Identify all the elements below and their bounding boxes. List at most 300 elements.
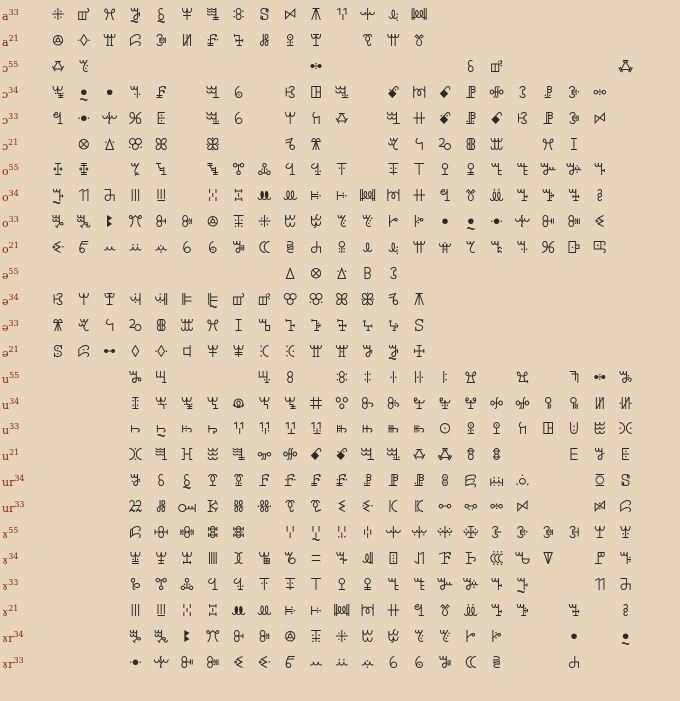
glyph-cell: ꗲ: [128, 523, 142, 542]
glyph-cell: ꔨ: [51, 212, 65, 232]
glyph-cell: ꗘ: [542, 108, 554, 128]
glyph-cell: ꔪ: [105, 212, 114, 232]
glyph-cell: ꗴ: [179, 523, 195, 542]
glyph-cell: ꕙ: [284, 82, 296, 102]
glyph-cell: ꗫ: [414, 497, 425, 517]
glyph-cell: ꔙ: [233, 186, 244, 206]
glyph-cell: ꔸ: [78, 82, 89, 102]
glyph-cell: ꕤ: [335, 289, 349, 309]
glyph-cell: ꕤ: [154, 134, 168, 154]
glyph-cell: ꔌ: [337, 574, 347, 594]
glyph-cell: ꔢ: [464, 186, 477, 206]
glyph-cell: ꗮ: [489, 497, 505, 517]
glyph-cell: ꗅ: [360, 445, 376, 465]
glyph-cell: ꗷ: [285, 523, 295, 542]
glyph-cell: ꕄ: [207, 238, 218, 258]
row-label-tone: 34: [8, 189, 19, 199]
glyph-cell: ꔏ: [516, 160, 529, 180]
row-label: [2, 656, 42, 671]
glyph-cell: ꔦ: [567, 186, 581, 206]
glyph-cell: ꖇ: [154, 367, 168, 387]
glyph-cell: ꕯ: [569, 134, 579, 154]
glyph-cell: ꖄ: [387, 341, 400, 361]
glyph-cell: ꕽ: [206, 341, 219, 361]
glyph-cell: ꗁ: [256, 445, 273, 465]
glyph-cell: ꗏ: [157, 471, 166, 491]
glyph-cell: ꗊ: [491, 445, 502, 465]
glyph-cell: ꗎ: [129, 471, 142, 491]
glyph-cell: ꕖ: [103, 134, 116, 154]
glyph-cell: ꔳ: [336, 212, 348, 232]
glyph-cell: ꔬ: [232, 626, 245, 646]
glyph-cell: ꗓ: [258, 471, 271, 491]
glyph-cell: ꔞ: [410, 5, 428, 24]
glyph-cell: ꗄ: [438, 108, 452, 128]
glyph-cell: ꔆ: [256, 160, 272, 180]
glyph-cell: ꖢ: [489, 393, 505, 413]
glyph-cell: ꕱ: [284, 315, 296, 335]
table-row: [0, 108, 680, 133]
glyph-cell: ꔻ: [180, 652, 194, 672]
glyph-cell: ꔸ: [465, 212, 476, 232]
glyph-cell: ꗘ: [387, 471, 400, 491]
glyph-cell: ꖥ: [569, 393, 579, 413]
row-label: [2, 604, 42, 619]
glyph-cell: ꖰ: [335, 419, 348, 439]
glyph-cell: ꗭ: [463, 497, 479, 517]
table-row: [0, 82, 680, 107]
row-label: [2, 189, 42, 204]
glyph-cell: ꔩ: [76, 212, 92, 232]
glyph-cell: ꕳ: [336, 315, 348, 335]
row-label-tone: 21: [8, 33, 19, 43]
glyph-cell: ꕁ: [334, 652, 350, 672]
row-label: [2, 448, 42, 463]
glyph-cell: ꘆ: [155, 548, 168, 568]
table-row: [0, 185, 680, 210]
glyph-cell: ꕕ: [309, 264, 323, 283]
glyph-cell: ꗑ: [207, 471, 219, 491]
glyph-cell: ꕝ: [154, 289, 169, 309]
glyph-cell: ꖖ: [51, 82, 65, 102]
glyph-cell: ꖂ: [334, 341, 349, 361]
glyph-cell: ꔯ: [232, 212, 245, 232]
glyph-cell: ꔚ: [256, 186, 273, 206]
glyph-cell: ꔭ: [181, 212, 193, 232]
row-label: [2, 552, 42, 567]
glyph-cell: ꘁ: [155, 30, 167, 50]
row-label: [2, 397, 42, 412]
glyph-cell: ꔮ: [283, 626, 297, 646]
glyph-cell: ꔹ: [490, 212, 504, 232]
glyph-cell: ꔠ: [412, 186, 427, 206]
table-row: [0, 134, 680, 159]
table-row: [0, 341, 680, 366]
glyph-cell: ꗚ: [440, 471, 449, 491]
glyph-cell: ꕷ: [52, 341, 64, 361]
glyph-cell: ꗙ: [413, 471, 425, 491]
glyph-cell: ꗤ: [232, 497, 245, 517]
glyph-cell: ꕯ: [234, 315, 243, 335]
row-label-tone: 55: [8, 163, 19, 173]
glyph-cell: ꔴ: [438, 626, 452, 646]
glyph-cell: ꖻ: [618, 419, 633, 439]
row-label: [2, 500, 42, 515]
glyph-cell: ꔍ: [363, 574, 372, 594]
glyph-cell: ꕚ: [77, 289, 90, 309]
glyph-cell: ꔣ: [462, 600, 479, 620]
row-label-base: ɤ: [2, 553, 9, 567]
glyph-cell: ꗈ: [617, 56, 634, 76]
row-label-base: ə: [2, 294, 9, 308]
glyph-cell: ꗯ: [593, 108, 607, 128]
glyph-cell: ꕮ: [103, 5, 117, 24]
glyph-cell: ꔹ: [128, 652, 142, 672]
row-label-base: ɤr: [2, 631, 14, 645]
glyph-cell: ꗿ: [490, 523, 503, 542]
glyph-cell: ꗉ: [465, 445, 476, 465]
glyph-cell: ꕧ: [310, 5, 322, 24]
glyph-cell: ꕮ: [206, 315, 220, 335]
glyph-cell: ꔛ: [256, 600, 273, 620]
glyph-cell: ꔁ: [78, 160, 90, 180]
glyph-cell: ꔀ: [52, 160, 64, 180]
glyph-cell: ꕞ: [181, 289, 193, 309]
glyph-cell: ꗖ: [206, 30, 220, 50]
glyph-cell: ꖔ: [131, 393, 140, 413]
glyph-cell: ꔼ: [567, 212, 581, 232]
table-row: [0, 56, 680, 81]
table-row: [0, 574, 680, 599]
glyph-cell: ꗜ: [489, 471, 505, 491]
row-label: [2, 578, 42, 593]
glyph-cell: ꕇ: [492, 652, 501, 672]
row-label-tone: 21: [8, 603, 19, 613]
glyph-cell: ꕃ: [388, 652, 399, 672]
glyph-cell: ꔒ: [593, 160, 607, 180]
glyph-cell: ꕂ: [360, 652, 375, 672]
glyph-cell: ꔡ: [439, 186, 451, 206]
glyph-cell: ꖌ: [389, 367, 398, 387]
row-label-base: ə: [2, 269, 9, 282]
glyph-cell: ꔓ: [516, 574, 529, 594]
glyph-cell: ꕦ: [387, 289, 400, 309]
glyph-cell: ꕄ: [233, 82, 244, 102]
glyph-cell: ꔪ: [183, 626, 191, 646]
row-label-base: u: [2, 372, 10, 386]
glyph-cell: ꗽ: [436, 523, 454, 542]
glyph-cell: ꗣ: [206, 497, 220, 517]
glyph-cell: ꔚ: [230, 600, 247, 620]
glyph-cell: ꕎ: [465, 238, 477, 258]
glyph-cell: ꕭ: [489, 134, 504, 154]
glyph-cell: ꗵ: [207, 523, 219, 542]
glyph-cell: ꖤ: [543, 393, 553, 413]
glyph-cell: ꕬ: [465, 134, 477, 154]
glyph-cell: ꗀ: [231, 445, 246, 465]
glyph-cell: ꕌ: [386, 30, 401, 50]
glyph-cell: ꗯ: [516, 497, 529, 517]
glyph-cell: ꘈ: [207, 548, 218, 568]
glyph-cell: ꔔ: [78, 186, 90, 206]
row-label-tone: 33: [8, 215, 19, 225]
glyph-cell: ꖕ: [154, 393, 168, 413]
glyph-cell: ꕻ: [154, 341, 169, 361]
table-row: [0, 418, 680, 443]
glyph-cell: ꖜ: [334, 393, 349, 413]
glyph-cell: ꖄ: [129, 5, 142, 24]
glyph-cell: ꕓ: [592, 238, 607, 258]
glyph-cell: ꘚ: [489, 548, 504, 568]
glyph-cell: ꕨ: [52, 315, 64, 335]
glyph-cell: ꔓ: [51, 186, 65, 206]
row-label-tone: 55: [8, 59, 19, 69]
glyph-cell: ꘘ: [437, 548, 453, 568]
glyph-cell: ꗟ: [259, 5, 270, 24]
glyph-cell: ꗰ: [593, 497, 607, 517]
glyph-cell: ꖀ: [285, 341, 296, 361]
glyph-cell: ꔲ: [387, 626, 400, 646]
glyph-cell: ꗐ: [156, 5, 167, 24]
glyph-cell: ꖿ: [206, 445, 219, 465]
glyph-cell: ꖝ: [360, 393, 375, 413]
glyph-cell: ꖉ: [286, 367, 295, 387]
row-label-base: a: [2, 35, 9, 49]
glyph-cell: ꗄ: [386, 82, 400, 102]
glyph-cell: ꕟ: [207, 289, 219, 309]
row-label-base: ɤ: [2, 579, 9, 593]
row-label-base: ɔ: [2, 61, 9, 75]
glyph-cell: ꘜ: [542, 548, 555, 568]
glyph-cell: ꕈ: [309, 238, 323, 258]
glyph-cell: ꔝ: [335, 186, 348, 206]
glyph-cell: ꔷ: [441, 212, 449, 232]
glyph-cell: ꘁ: [568, 108, 580, 128]
glyph-cell: ꖖ: [180, 393, 194, 413]
glyph-cell: ꕋ: [387, 238, 400, 258]
glyph-cell: ꔗ: [156, 600, 166, 620]
glyph-cell: ꔜ: [310, 186, 322, 206]
glyph-cell: ꔹ: [77, 108, 91, 128]
glyph-cell: ꖣ: [514, 393, 531, 413]
glyph-cell: ꘔ: [335, 548, 349, 568]
table-row: [0, 367, 680, 392]
row-label-tone: 34: [8, 292, 19, 302]
glyph-cell: ꕒ: [567, 238, 581, 258]
glyph-cell: ꘃ: [593, 523, 606, 542]
glyph-cell: ꖡ: [464, 393, 478, 413]
row-label-base: o: [2, 217, 9, 231]
glyph-cell: ꕙ: [52, 289, 64, 309]
glyph-cell: ꖨ: [129, 419, 141, 439]
glyph-cell: ꖁ: [102, 30, 117, 50]
glyph-cell: ꔠ: [386, 600, 401, 620]
glyph-cell: ꕭ: [179, 315, 195, 335]
table-row: [0, 237, 680, 262]
glyph-cell: ꔥ: [515, 600, 530, 620]
glyph-cell: ꔊ: [387, 160, 400, 180]
glyph-cell: ꕄ: [414, 652, 425, 672]
row-label-base: o: [2, 191, 9, 205]
glyph-cell: ꕌ: [412, 238, 427, 258]
glyph-cell: ꔗ: [156, 186, 166, 206]
glyph-cell: ꘞ: [619, 548, 633, 568]
glyph-cell: ꔥ: [541, 186, 555, 206]
glyph-cell: ꗏ: [466, 56, 475, 76]
glyph-cell: ꔈ: [232, 574, 245, 594]
glyph-cell: ꔏ: [412, 574, 426, 594]
glyph-cell: ꗌ: [593, 445, 606, 465]
glyph-cell: ꔢ: [413, 30, 426, 50]
glyph-cell: ꗠ: [128, 497, 143, 517]
glyph-cell: ꔛ: [282, 186, 299, 206]
glyph-cell: ꗍ: [621, 445, 631, 465]
glyph-cell: ꗕ: [155, 82, 168, 102]
row-label: [2, 34, 42, 49]
glyph-cell: ꖆ: [128, 367, 143, 387]
glyph-cell: ꕽ: [180, 5, 194, 24]
glyph-cell: ꗝ: [515, 471, 530, 491]
glyph-cell: ꔵ: [387, 212, 399, 232]
glyph-cell: ꗃ: [309, 445, 323, 465]
glyph-cell: ꗻ: [384, 523, 402, 542]
glyph-cell: ꕸ: [77, 341, 91, 361]
table-row: [0, 626, 680, 651]
glyph-cell: ꖊ: [335, 367, 349, 387]
glyph-cell: ꔺ: [513, 212, 531, 232]
glyph-cell: ꔺ: [152, 652, 170, 672]
glyph-cell: ꔑ: [565, 160, 583, 180]
glyph-cell: ꔠ: [412, 108, 427, 128]
glyph-cell: ꔾ: [257, 652, 272, 672]
glyph-cell: ꗀ: [205, 5, 220, 24]
glyph-cell: ꗺ: [362, 523, 373, 542]
glyph-cell: ꔶ: [491, 626, 502, 646]
glyph-cell: ꔜ: [284, 600, 297, 620]
glyph-cell: ꔎ: [387, 574, 400, 594]
row-label-tone: 34: [9, 396, 20, 406]
glyph-cell: ꕊ: [361, 238, 374, 258]
glyph-cell: ꖮ: [284, 419, 296, 439]
glyph-cell: ꕛ: [309, 30, 323, 50]
row-label-tone: 34: [8, 85, 19, 95]
row-label-tone: 33: [8, 577, 19, 587]
glyph-cell: ꖒ: [309, 56, 323, 76]
glyph-cell: ꘀ: [516, 523, 529, 542]
glyph-cell: ꕑ: [128, 108, 143, 128]
glyph-cell: ꗆ: [334, 82, 350, 102]
glyph-cell: ꖏ: [464, 367, 478, 387]
glyph-cell: ꖚ: [283, 393, 297, 413]
row-label-base: o: [2, 165, 9, 179]
glyph-cell: ꕆ: [464, 652, 477, 672]
glyph-cell: ꕣ: [308, 289, 324, 309]
glyph-cell: ꔰ: [334, 626, 349, 646]
glyph-cell: ꔃ: [154, 160, 168, 180]
glyph-cell: ꔵ: [465, 626, 477, 646]
row-label-base: o: [2, 243, 9, 257]
glyph-cell: ꔮ: [206, 212, 220, 232]
glyph-cell: ꔿ: [78, 238, 90, 258]
glyph-cell: ꔣ: [488, 186, 505, 206]
glyph-cell: ꖘ: [231, 393, 246, 413]
glyph-cell: ꔞ: [358, 186, 377, 206]
glyph-cell: ꖎ: [442, 367, 448, 387]
glyph-cell: ꖼ: [128, 445, 143, 465]
row-label: [2, 267, 42, 282]
row-label-tone: 33: [13, 655, 24, 665]
row-label-tone: 34: [8, 551, 19, 561]
glyph-cell: ꘂ: [568, 523, 580, 542]
glyph-cell: ꗢ: [177, 497, 197, 517]
glyph-cell: ꔦ: [567, 600, 581, 620]
glyph-cell: ꔒ: [490, 574, 503, 594]
glyph-cell: ꕣ: [127, 134, 143, 154]
glyph-cell: ꗆ: [385, 445, 401, 465]
glyph-cell: ꔊ: [284, 574, 297, 594]
glyph-cell: ꖐ: [515, 367, 530, 387]
glyph-cell: ꗂ: [282, 445, 299, 465]
row-label-base: ə: [2, 346, 9, 360]
glyph-cell: ꗍ: [156, 108, 166, 128]
glyph-cell: ꗛ: [464, 471, 478, 491]
glyph-cell: ꔟ: [412, 82, 427, 102]
row-label-tone: 34: [13, 629, 24, 639]
glyph-cell: ꗯ: [283, 5, 297, 24]
glyph-cell: ꕚ: [284, 108, 297, 128]
glyph-cell: ꔱ: [284, 212, 297, 232]
table-row: [0, 159, 680, 184]
glyph-cell: ꗘ: [464, 82, 477, 102]
glyph-cell: ꕆ: [258, 238, 271, 258]
glyph-cell: ꖬ: [232, 419, 245, 439]
glyph-cell: ꔧ: [596, 186, 604, 206]
row-label-tone: 33: [14, 500, 25, 510]
glyph-cell: ꕬ: [155, 315, 167, 335]
glyph-cell: ꕃ: [182, 238, 192, 258]
glyph-cell: ꗬ: [437, 497, 453, 517]
row-label: [2, 345, 42, 360]
glyph-cell: ꕲ: [310, 315, 322, 335]
glyph-cell: ꕺ: [130, 341, 141, 361]
glyph-cell: ꗅ: [205, 82, 221, 102]
glyph-cell: ꕅ: [231, 238, 246, 258]
glyph-cell: ꕘ: [389, 264, 398, 283]
glyph-cell: ꖽ: [154, 445, 169, 465]
glyph-cell: ꗈ: [436, 445, 454, 465]
glyph-cell: ꗥ: [256, 497, 273, 517]
row-label-base: ur: [2, 502, 15, 516]
glyph-cell: ꔳ: [413, 626, 425, 646]
row-label-tone: 21: [8, 137, 19, 147]
row-label: [2, 8, 42, 23]
glyph-cell: ꕕ: [77, 134, 91, 154]
row-label-tone: 55: [8, 267, 19, 276]
glyph-cell: ꔡ: [52, 108, 64, 128]
glyph-cell: ꖹ: [569, 419, 579, 439]
glyph-cell: ꕋ: [387, 5, 400, 24]
glyph-cell: ꘖ: [388, 548, 399, 568]
glyph-cell: ꘙ: [464, 548, 477, 568]
row-label-base: ɤr: [2, 657, 14, 671]
glyph-cell: ꖍ: [414, 367, 425, 387]
glyph-cell: ꕦ: [284, 134, 297, 154]
glyph-cell: ꕜ: [129, 289, 142, 309]
glyph-cell: ꖠ: [438, 393, 452, 413]
glyph-cell: ꔢ: [439, 600, 451, 620]
glyph-cell: ꗟ: [620, 471, 631, 491]
row-label: [2, 474, 42, 489]
